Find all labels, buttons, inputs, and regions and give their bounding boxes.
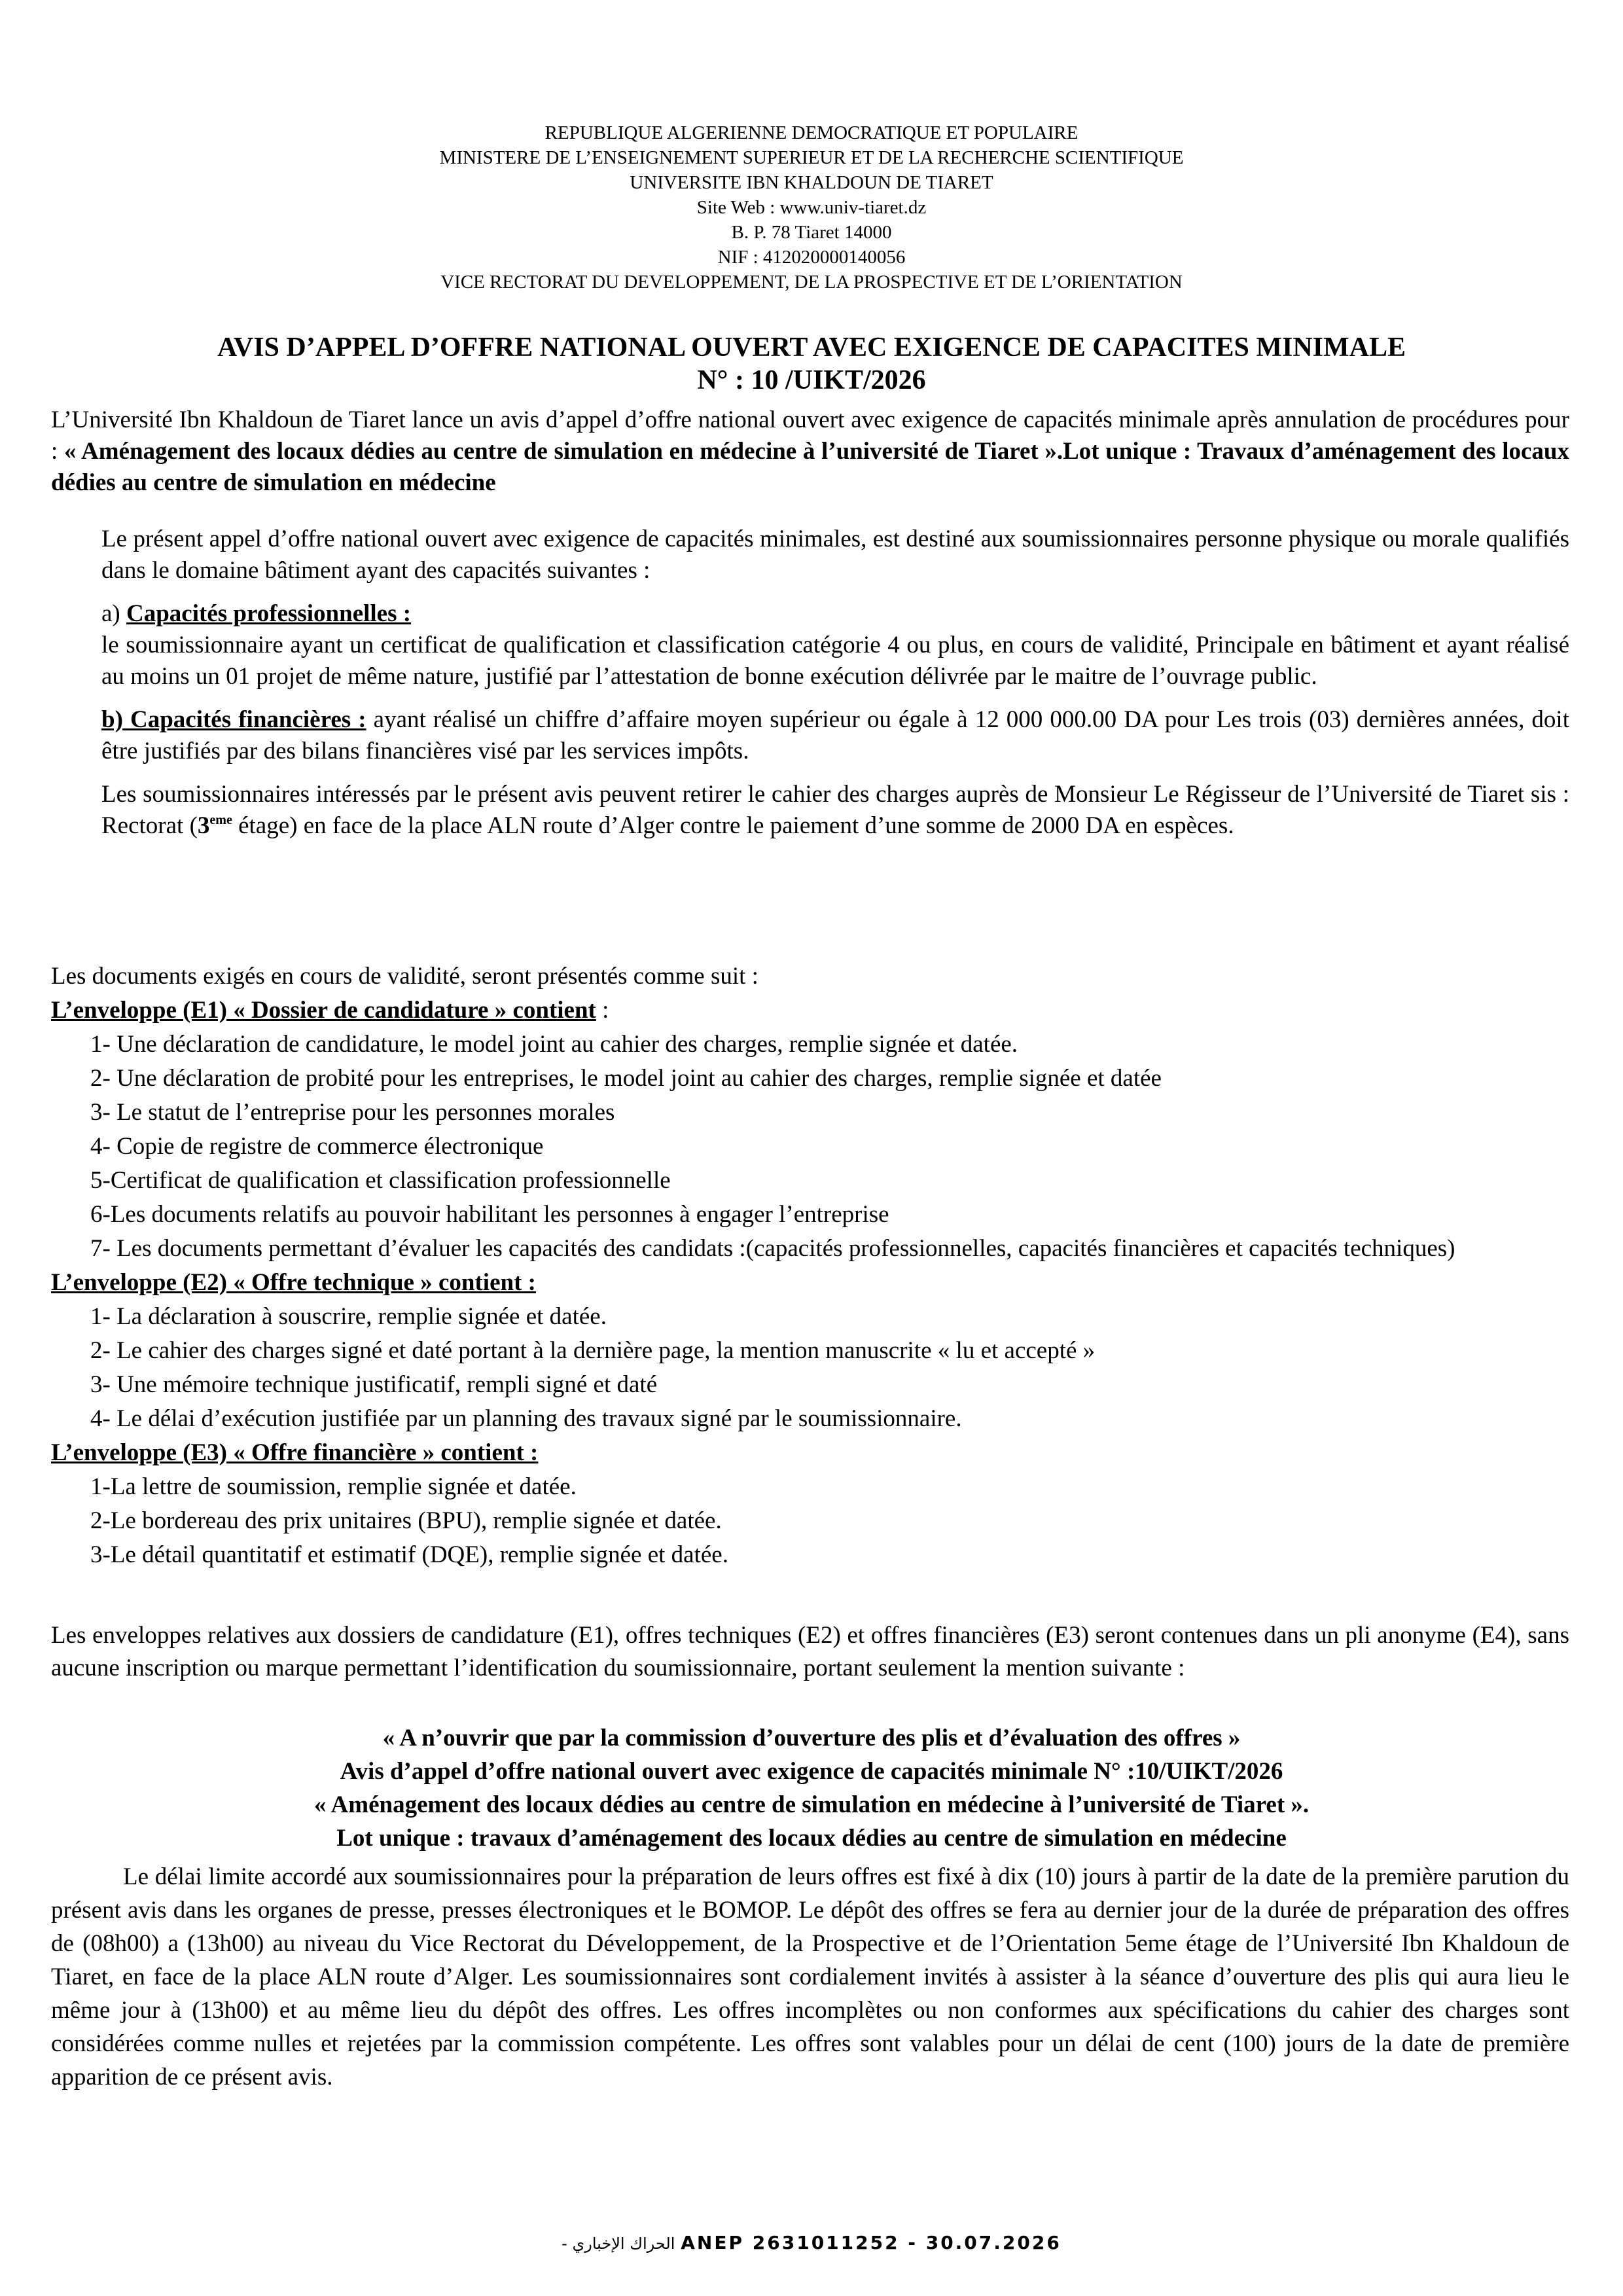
notice-title (0, 331, 1623, 397)
eligibility-section (101, 524, 1569, 853)
professional-capacity-text: le soumissionnaire ayant un certificat de qualification et classification catégorie 4 ou plus, en cours de validité, Principale en bâtiment et ayant réalisé au moins un 01 projet de même nature, justifié par l’attestation de bonne exécution délivrée par le maitre de l’ouvrage public. (101, 632, 1569, 690)
withdrawal-paragraph (101, 779, 1569, 842)
list-item: 3- Le statut de l’entreprise pour les personnes morales (90, 1099, 615, 1126)
footer-newspaper-name: الحراك الإخباري - (562, 2234, 675, 2253)
list-item: 6-Les documents relatifs au pouvoir habilitant les personnes à engager l’entreprise (90, 1201, 889, 1228)
intro-paragraph (51, 404, 1569, 499)
header-postal-box: B. P. 78 Tiaret 14000 (731, 222, 892, 243)
header-vice-rectorate: VICE RECTORAT DU DEVELOPPEMENT, DE LA PROSPECTIVE ET DE L’ORIENTATION (440, 272, 1183, 293)
withdrawal-floor: 3 (197, 812, 210, 839)
list-item: 3-Le détail quantitatif et estimatif (DQE), remplie signée et datée. (90, 1541, 728, 1568)
list-item: 3- Une mémoire technique justificatif, rempli signé et daté (90, 1371, 658, 1398)
list-item: 2- Le cahier des charges signé et daté portant à la dernière page, la mention manuscrite « lu et accepté » (90, 1337, 1096, 1364)
envelope-e1-colon: : (596, 997, 609, 1024)
professional-capacity-prefix: a) (101, 600, 126, 627)
header-university: UNIVERSITE IBN KHALDOUN DE TIARET (630, 172, 993, 193)
envelope-e1-title: L’enveloppe (E1) « Dossier de candidature » contient (51, 997, 596, 1024)
envelope-e3-title: L’enveloppe (E3) « Offre financière » contient : (51, 1439, 539, 1466)
list-item: 1- Une déclaration de candidature, le model joint au cahier des charges, remplie signée et datée. (90, 1031, 1018, 1058)
financial-capacity-text: ayant réalisé un chiffre d’affaire moyen supérieur ou égale à 12 000 000.00 DA pour Les trois (03) dernières années, doit être justifiés par des bilans financières visé par les services impôts. (101, 706, 1569, 764)
list-item: 1- La déclaration à souscrire, remplie signée et datée. (90, 1303, 607, 1330)
list-item: 5-Certificat de qualification et classification professionnelle (90, 1167, 671, 1194)
financial-capacity-paragraph (101, 704, 1569, 767)
envelope-e2-list (51, 1300, 1569, 1436)
list-item: 2- Une déclaration de probité pour les entreprises, le model joint au cahier des charges, remplie signée et datée (90, 1065, 1162, 1092)
mention-line-project: « Aménagement des locaux dédies au centre de simulation en médecine à l’université de Tiaret ». (313, 1791, 1310, 1818)
list-item: 4- Le délai d’exécution justifiée par un planning des travaux signé par le soumissionnaire. (90, 1405, 962, 1432)
professional-capacity-title: Capacités professionnelles : (126, 600, 412, 627)
footer-anep-reference: ANEP 2631011252 - 30.07.2026 (681, 2232, 1061, 2253)
withdrawal-text-before: Les soumissionnaires intéressés par le présent avis peuvent retirer le cahier des charges auprès de Monsieur Le Régisseur de l’Université de Tiaret sis : Rectorat ( (101, 781, 1569, 839)
withdrawal-floor-suffix: eme (209, 813, 232, 827)
mention-line-open-by-commission: « A n’ouvrir que par la commission d’ouverture des plis et d’évaluation des offres » (382, 1725, 1241, 1751)
list-item: 7- Les documents permettant d’évaluer les capacités des candidats :(capacités professionnelles, capacités financières et capacités techniques) (90, 1235, 1455, 1262)
eligibility-intro: Le présent appel d’offre national ouvert avec exigence de capacités minimales, est destiné aux soumissionnaires personne physique ou morale qualifiés dans le domaine bâtiment ayant des capacités suivantes : (101, 526, 1569, 584)
intro-text: L’Université Ibn Khaldoun de Tiaret lance un avis d’appel d’offre national ouvert avec exigence de capacités minimale après annulation de procédures pour : (51, 406, 1569, 465)
envelope-mention (0, 1721, 1623, 1855)
envelope-instructions: Les enveloppes relatives aux dossiers de candidature (E1), offres techniques (E2) et offres financières (E3) seront contenues dans un pli anonyme (E4), sans aucune inscription ou marque permettant l’identification du soumissionnaire, portant seulement la mention suivante : (51, 1622, 1569, 1681)
envelope-e1-heading (51, 994, 1569, 1028)
financial-capacity-title: b) Capacités financières : (101, 706, 366, 733)
publication-footer (0, 2232, 1623, 2253)
letterhead (0, 120, 1623, 295)
header-nif: NIF : 412020000140056 (717, 247, 906, 268)
notice-number: N° : 10 /UIKT/2026 (697, 365, 926, 395)
envelope-e3-list (51, 1470, 1569, 1572)
documents-intro: Les documents exigés en cours de validité, seront présentés comme suit : (51, 963, 758, 990)
list-item: 1-La lettre de soumission, remplie signée et datée. (90, 1473, 577, 1500)
header-republic: REPUBLIQUE ALGERIENNE DEMOCRATIQUE ET POPULAIRE (544, 122, 1079, 143)
deadline-paragraph: Le délai limite accordé aux soumissionnaires pour la préparation de leurs offres est fixé à dix (10) jours à partir de la date de la première parution du présent avis dans les organes de presse, presses électroniques et le BOMOP. Le dépôt des offres se fera au dernier jour de la durée de préparation des offres de (08h00) a (13h00) au niveau du Vice Rectorat du Développement, de la Prospective et de l’Orientation 5eme étage de l’Université Ibn Khaldoun de Tiaret, en face de la place ALN route d’Alger. Les soumissionnaires sont cordialement invités à assister à la séance d’ouverture des plis qui aura lieu le même jour à (13h00) et au même lieu du dépôt des offres. Les offres incomplètes ou non conformes aux spécifications du cahier des charges sont considérées comme nulles et rejetées par la commission compétente. Les offres sont valables pour un délai de cent (100) jours de la date de première apparition de ce présent avis. (51, 1863, 1569, 2090)
mention-line-lot: Lot unique : travaux d’aménagement des locaux dédies au centre de simulation en médecine (336, 1825, 1287, 1852)
withdrawal-text-after: étage) en face de la place ALN route d’Alger contre le paiement d’une somme de 2000 DA en espèces. (232, 812, 1234, 839)
notice-title-main: AVIS D’APPEL D’OFFRE NATIONAL OUVERT AVEC EXIGENCE DE CAPACITES MINIMALE (217, 332, 1406, 363)
list-item: 4- Copie de registre de commerce électronique (90, 1133, 544, 1160)
header-ministry: MINISTERE DE L’ENSEIGNEMENT SUPERIEUR ET DE LA RECHERCHE SCIENTIFIQUE (439, 147, 1184, 168)
professional-capacity-heading (101, 598, 1569, 630)
envelope-e2-title: L’enveloppe (E2) « Offre technique » contient : (51, 1269, 536, 1296)
intro-object: « Aménagement des locaux dédies au centre de simulation en médecine à l’université de Tiaret ».Lot unique : Travaux d’aménagement des locaux dédies au centre de simulation en médecine (51, 438, 1569, 496)
envelope-e1-list (51, 1028, 1569, 1266)
header-website: Site Web : www.univ-tiaret.dz (696, 197, 927, 218)
documents-section (51, 960, 1569, 1572)
list-item: 2-Le bordereau des prix unitaires (BPU), remplie signée et datée. (90, 1507, 722, 1534)
mention-line-notice-reference: Avis d’appel d’offre national ouvert avec exigence de capacités minimale N° :10/UIKT/2026 (340, 1758, 1283, 1785)
